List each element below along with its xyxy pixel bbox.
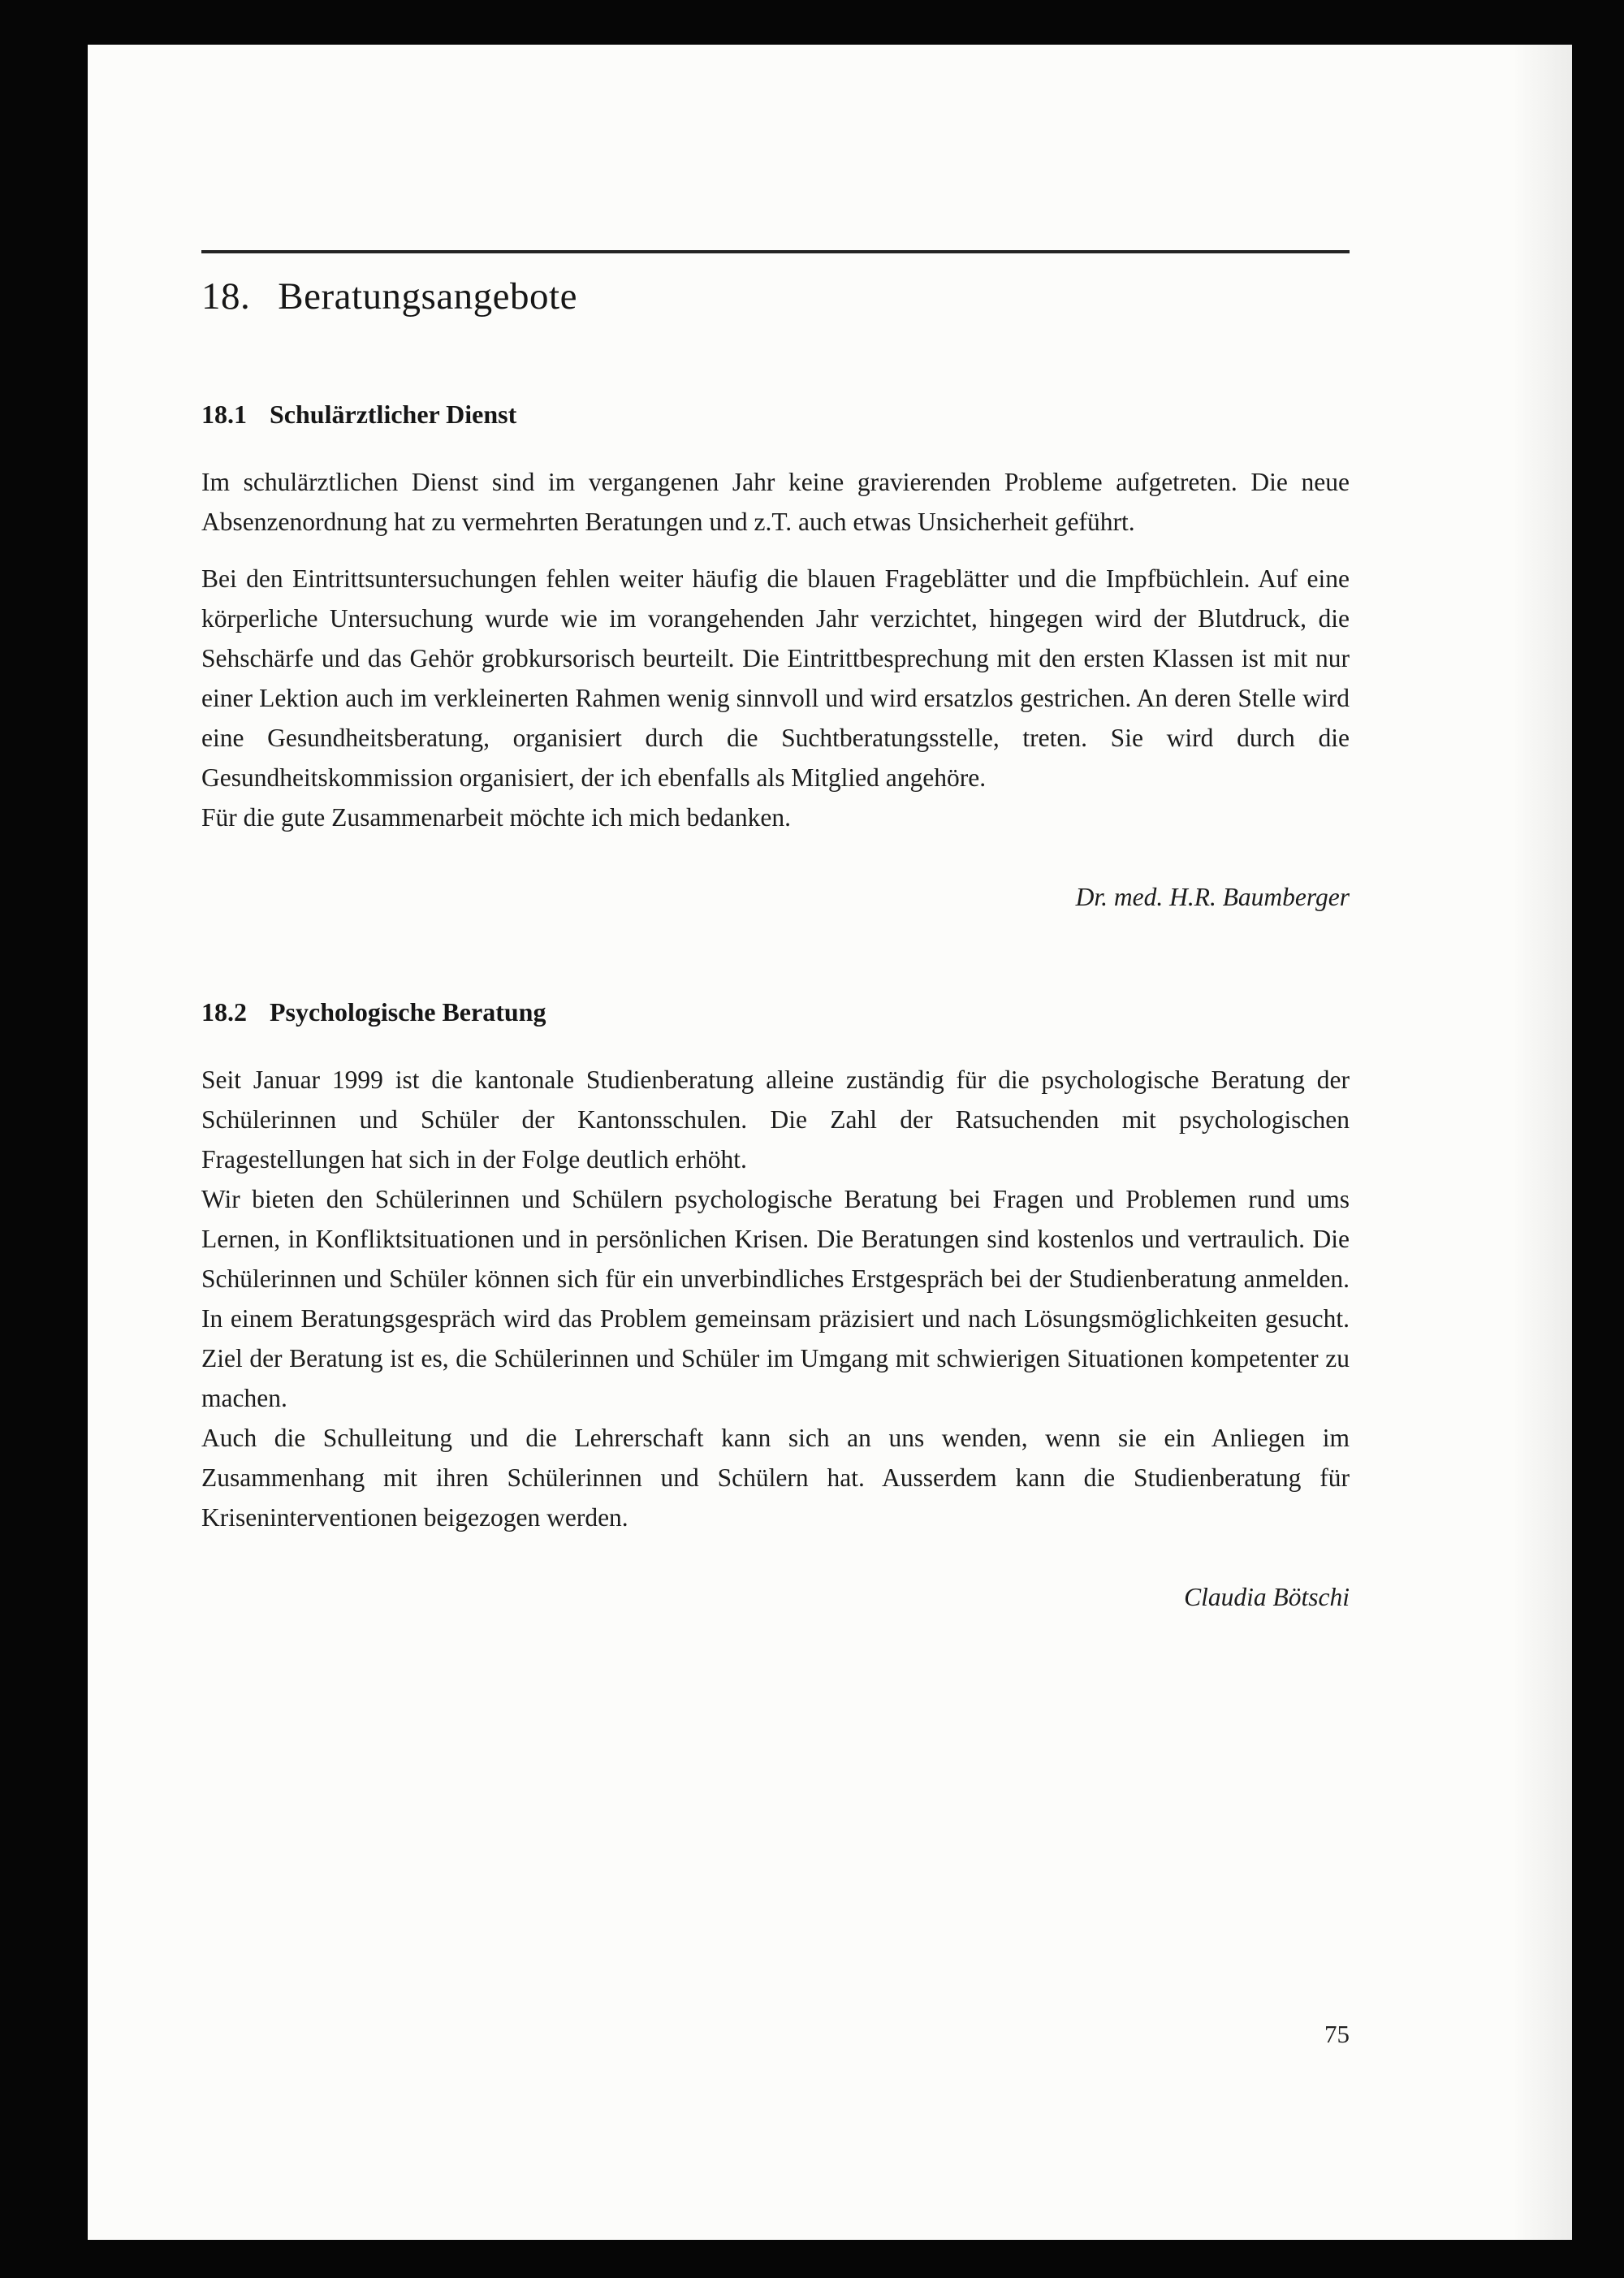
paragraph: Auch die Schulleitung und die Lehrerschaft kann sich an uns wenden, wenn sie ein Anliegen im Zusammenhang mit ihren Schülerinnen und Schülern hat. Ausserdem kann die Studienberatung für Kriseninterventionen beigezogen werden. xyxy=(201,1424,1350,1532)
section-psychologische-beratung xyxy=(201,997,1350,1612)
section-heading xyxy=(201,997,1350,1027)
chapter-title-text: Beratungsangebote xyxy=(278,275,577,318)
signature: Dr. med. H.R. Baumberger xyxy=(1075,883,1350,911)
chapter-title xyxy=(201,274,1350,318)
page-number: 75 xyxy=(1324,2020,1350,2048)
paragraph: Bei den Eintrittsuntersuchungen fehlen weiter häufig die blauen Frageblätter und die Impfbüchlein. Auf eine körperliche Untersuchung wurde wie im vorangehenden Jahr verzichtet, hingegen wird der Blutdruck, die Sehschärfe und das Gehör grobkursorisch beurteilt. Die Eintrittbesprechung mit den ersten Klassen ist mit nur einer Lektion auch im verkleinerten Rahmen wenig sinnvoll und wird ersatzlos gestrichen. An deren Stelle wird eine Gesundheitsberatung, organisiert durch die Suchtberatungsstelle, treten. Sie wird durch die Gesundheitskommission organisiert, der ich ebenfalls als Mitglied angehöre. xyxy=(201,564,1350,792)
section-number: 18.2 xyxy=(201,997,247,1027)
paragraph: Seit Januar 1999 ist die kantonale Studienberatung alleine zuständig für die psychologische Beratung der Schülerinnen und Schüler der Kantonsschulen. Die Zahl der Ratsuchenden mit psychologischen Fragestellungen hat sich in der Folge deutlich erhöht. xyxy=(201,1066,1350,1174)
section-heading xyxy=(201,400,1350,430)
section-heading-text: Schulärztlicher Dienst xyxy=(270,400,517,429)
document-page xyxy=(88,45,1572,2240)
paragraph: Wir bieten den Schülerinnen und Schülern psychologische Beratung bei Fragen und Problemen rund ums Lernen, in Konfliktsituationen und in persönlichen Krisen. Die Beratungen sind kostenlos und vertraulich. Die Schülerinnen und Schüler können sich für ein unverbindliches Erstgespräch bei der Studienberatung anmelden. In einem Beratungsgespräch wird das Problem gemeinsam präzisiert und nach Lösungsmöglichkeiten gesucht. Ziel der Beratung ist es, die Schülerinnen und Schüler im Umgang mit schwierigen Situationen kompetenter zu machen. xyxy=(201,1185,1350,1412)
paragraph: Für die gute Zusammenarbeit möchte ich mich bedanken. xyxy=(201,803,792,832)
section-schulaerztlicher-dienst xyxy=(201,400,1350,912)
section-number: 18.1 xyxy=(201,400,247,429)
header-rule xyxy=(201,250,1350,253)
chapter-number: 18. xyxy=(201,275,251,318)
signature: Claudia Bötschi xyxy=(1184,1583,1350,1611)
paragraph: Im schulärztlichen Dienst sind im vergangenen Jahr keine gravierenden Probleme aufgetreten. Die neue Absenzenordnung hat zu vermehrten Beratungen und z.T. auch etwas Unsicherheit geführt. xyxy=(201,468,1350,536)
section-heading-text: Psychologische Beratung xyxy=(270,997,546,1027)
page-content xyxy=(201,45,1350,1612)
